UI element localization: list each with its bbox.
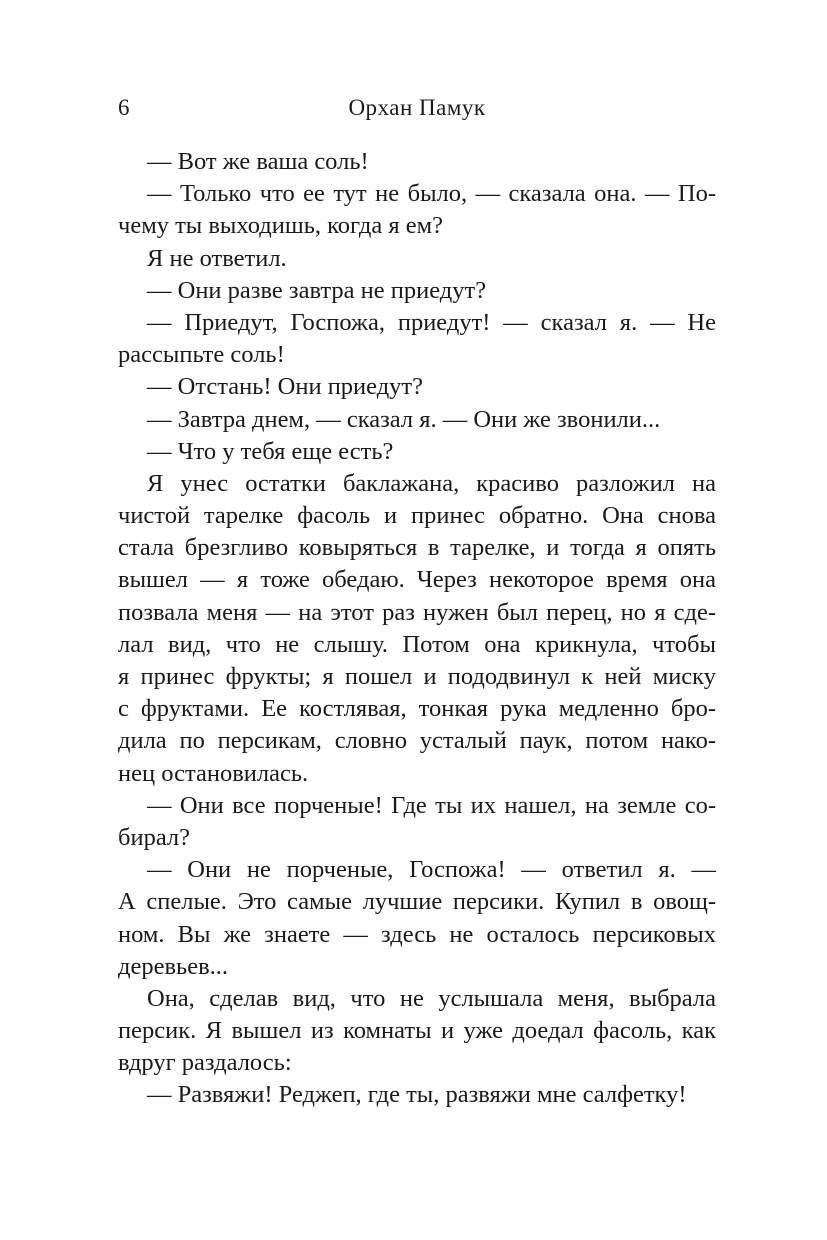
- text-line: — Развяжи! Реджеп, где ты, развяжи мне салфетку!: [147, 1081, 687, 1109]
- text-line: — Они все порченые! Где ты их нашел, на земле со-: [147, 791, 716, 819]
- text-line: чистой тарелке фасоль и принес обратно. Она снова: [118, 502, 716, 530]
- text-line: я принес фрукты; я пошел и пододвинул к ней миску: [118, 663, 716, 690]
- text-line: ном. Вы же знаете — здесь не осталось персиковых: [118, 920, 716, 948]
- text-line: бирал?: [118, 823, 191, 851]
- text-line: чему ты выходишь, когда я ем?: [118, 212, 443, 240]
- text-line: дила по персикам, словно усталый паук, потом нако-: [118, 727, 716, 755]
- text-line: Я не ответил.: [147, 244, 287, 272]
- text-line: — Только что ее тут не было, — сказала она. — По-: [147, 180, 716, 208]
- text-line: Я унес остатки баклажана, красиво разложил на: [147, 469, 716, 497]
- text-line: — Они разве завтра не приедут?: [147, 276, 487, 304]
- text-line: А спелые. Это самые лучшие персики. Купил в овощ-: [118, 888, 716, 916]
- text-line: позвала меня — на этот раз нужен был перец, но я сде-: [118, 598, 716, 626]
- running-head: [118, 92, 716, 124]
- text-line: — Завтра днем, — сказал я. — Они же звонили...: [147, 405, 661, 433]
- text-line: Она, сделав вид, что не услышала меня, выбрала: [147, 984, 716, 1012]
- text-line: — Отстань! Они приедут?: [147, 373, 424, 401]
- text-line: — Вот же ваша соль!: [147, 148, 369, 175]
- page-number: 6: [118, 95, 130, 120]
- text-line: стала брезгливо ковыряться в тарелке, и тогда я опять: [118, 534, 716, 562]
- text-line: — Что у тебя еще есть?: [147, 437, 394, 465]
- running-head-author: Орхан Памук: [348, 95, 486, 120]
- text-line: — Они не порченые, Госпожа! — ответил я. —: [147, 856, 716, 884]
- text-line: деревьев...: [118, 952, 229, 980]
- text-line: с фруктами. Ее костлявая, тонкая рука медленно бро-: [118, 695, 716, 723]
- text-line: — Приедут, Госпожа, приедут! — сказал я. — Не: [147, 308, 716, 336]
- text-line: вдруг раздалось:: [118, 1049, 292, 1077]
- text-line: лал вид, что не слышу. Потом она крикнула, чтобы: [118, 630, 716, 658]
- text-line: персик. Я вышел из комнаты и уже доедал фасоль, как: [118, 1017, 716, 1045]
- text-line: рассыпьте соль!: [118, 341, 285, 369]
- text-line: вышел — я тоже обедаю. Через некоторое время она: [118, 566, 716, 594]
- text-line: нец остановилась.: [118, 759, 309, 787]
- body-text: [118, 146, 716, 1112]
